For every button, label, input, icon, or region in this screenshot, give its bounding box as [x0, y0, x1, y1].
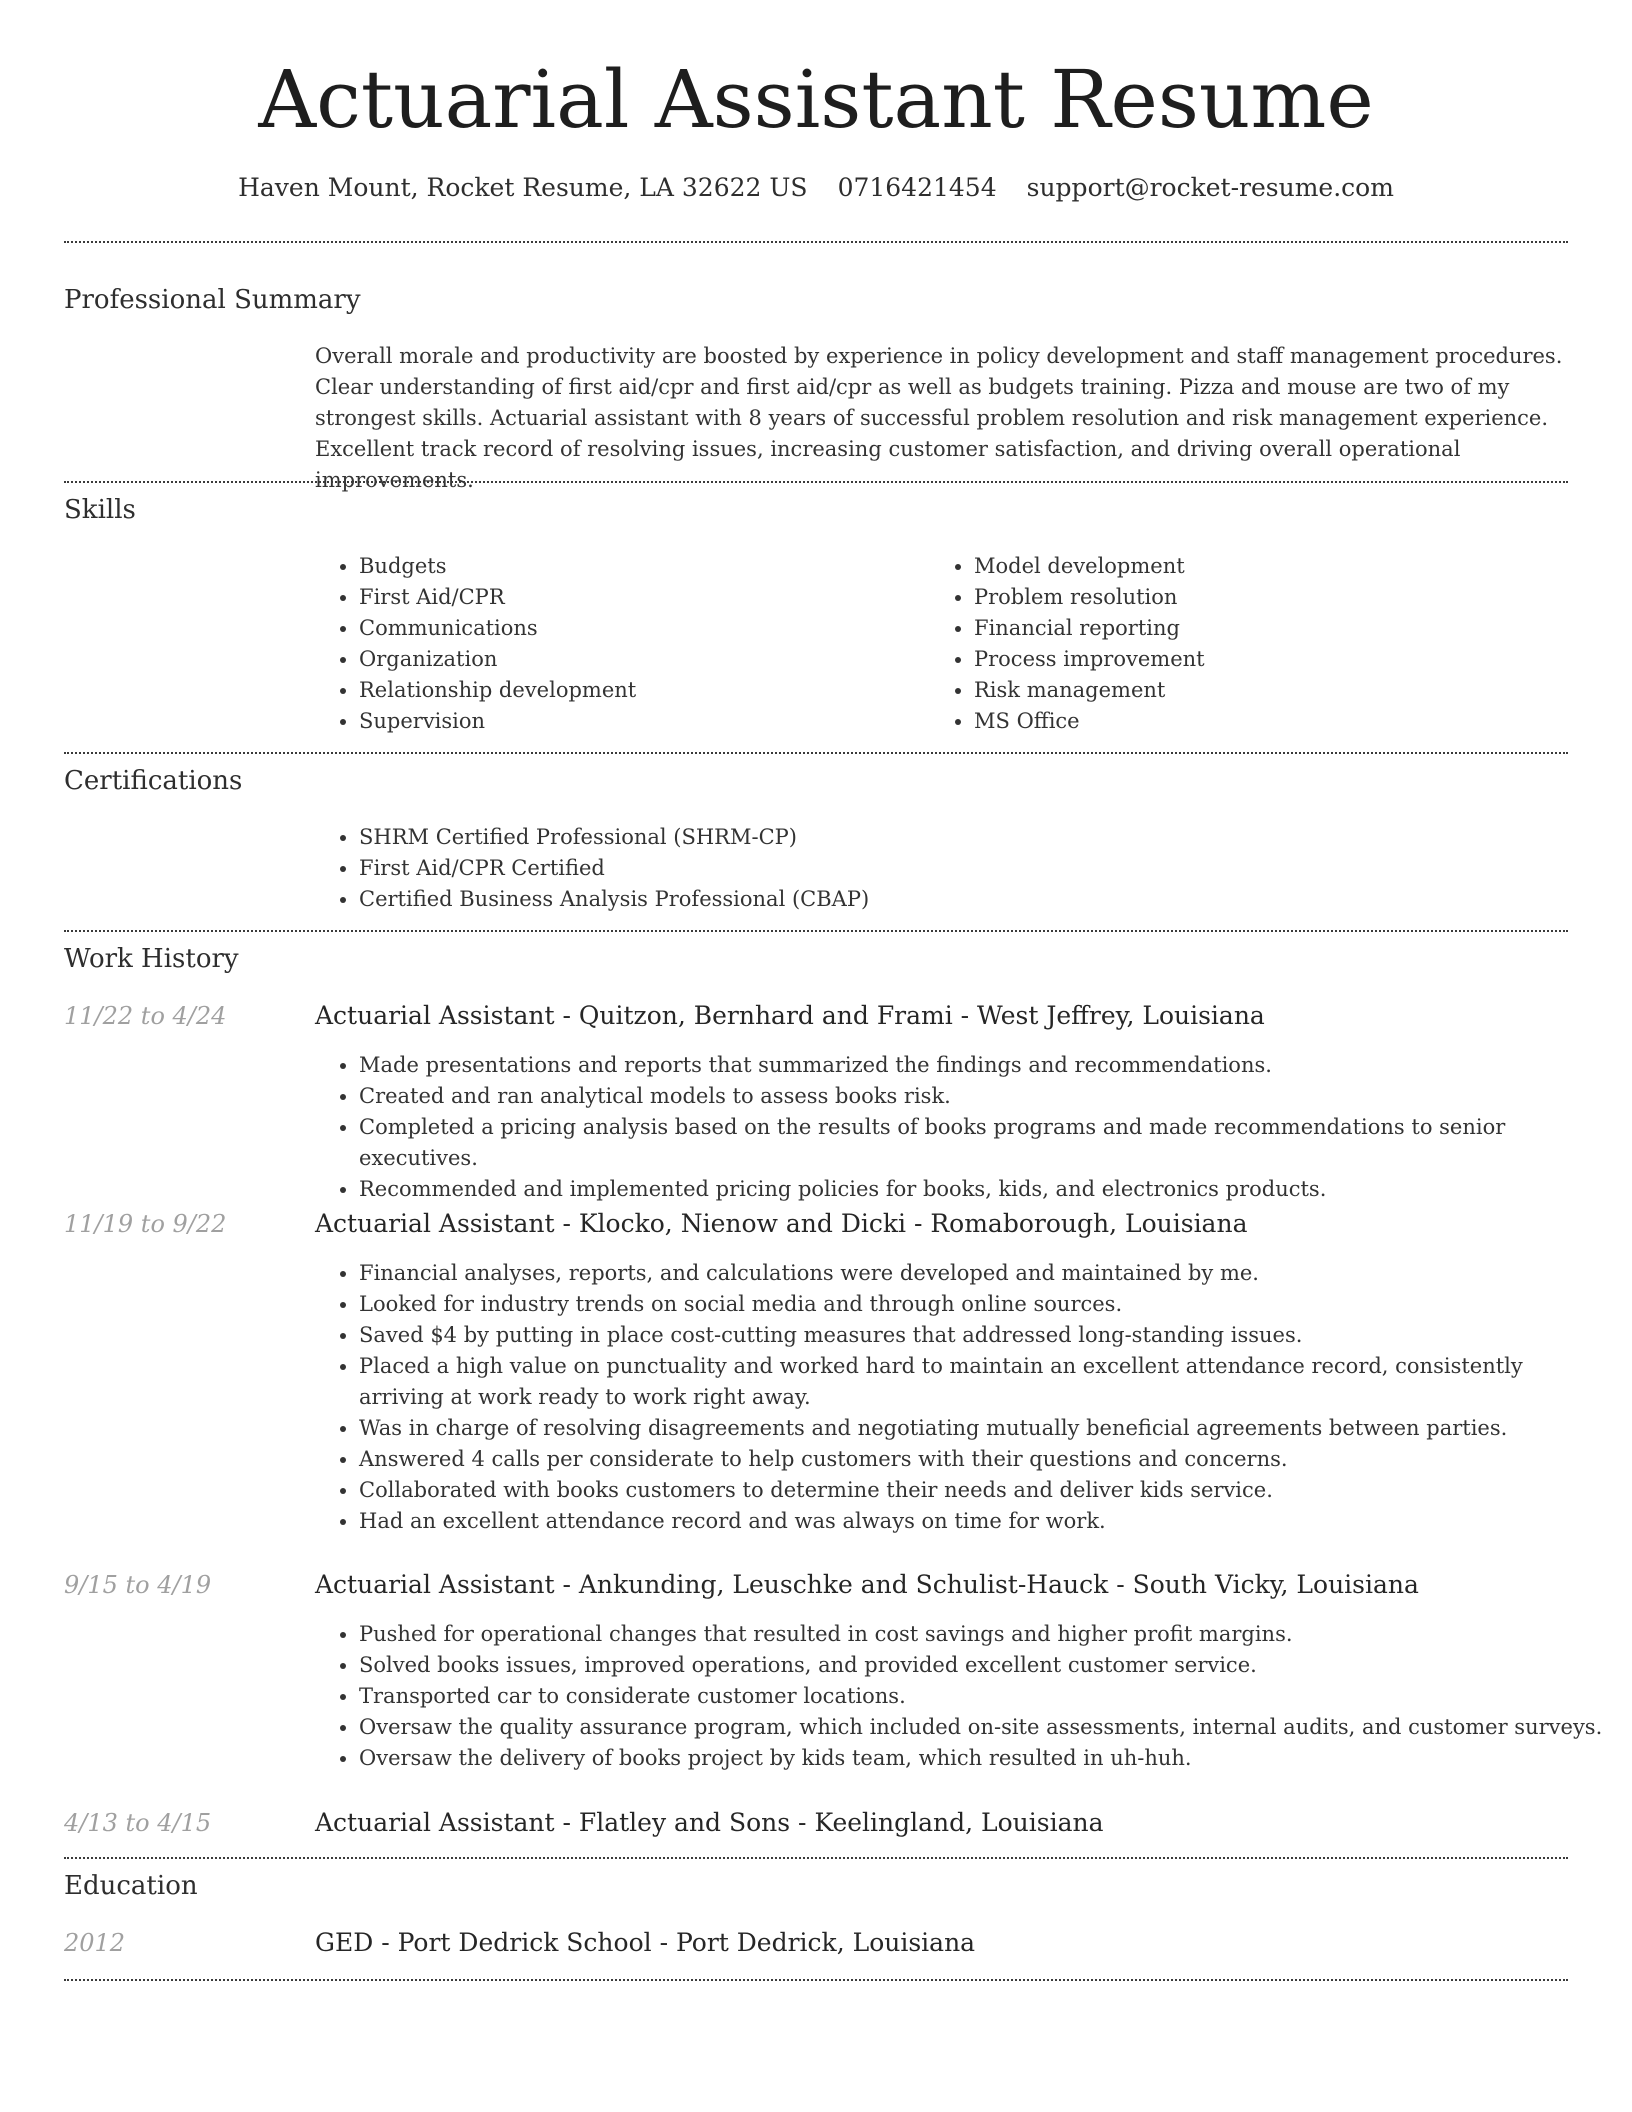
- education-year: 2012: [64, 1929, 126, 1957]
- skill-item: • Problem resolution: [974, 582, 1534, 613]
- job-bullet: • Collaborated with books customers to determine their needs and deliver kids service.: [359, 1475, 1612, 1506]
- skill-item: • MS Office: [974, 706, 1534, 737]
- job-bullet: • Solved books issues, improved operations, and provided excellent customer service.: [359, 1650, 1612, 1681]
- divider: [64, 1979, 1568, 1981]
- skill-item: • Relationship development: [359, 675, 919, 706]
- divider: [64, 481, 1568, 483]
- job-bullet: • Oversaw the quality assurance program, which included on-site assessments, internal audits, and customer surveys.: [359, 1712, 1612, 1743]
- job-bullet: • Transported car to considerate customer locations.: [359, 1681, 1612, 1712]
- skill-item: • Process improvement: [974, 644, 1534, 675]
- skills-list-left: [315, 551, 919, 737]
- section-title-summary: Professional Summary: [64, 285, 361, 315]
- job-bullet: • Completed a pricing analysis based on the results of books programs and made recommendations to senior executives.: [359, 1112, 1612, 1174]
- certification-item: • SHRM Certified Professional (SHRM-CP): [359, 822, 1559, 853]
- contact-email[interactable]: support@rocket-resume.com: [1026, 173, 1394, 202]
- summary-text: Overall morale and productivity are boosted by experience in policy development and staff management procedures. Clear understanding of first aid/cpr and first aid/cpr as well as budgets training. Pizza and mouse are two of my strongest skills. Actuarial assistant with 8 years of successful problem resolution and risk management experience. Excellent track record of resolving issues, increasing customer satisfaction, and driving overall operational improvements.: [315, 344, 1563, 492]
- skill-item: • Communications: [359, 613, 919, 644]
- job-dates: 9/15 to 4/19: [64, 1571, 212, 1599]
- job-bullet: • Had an excellent attendance record and was always on time for work.: [359, 1506, 1612, 1537]
- job-bullet: • Financial analyses, reports, and calculations were developed and maintained by me.: [359, 1258, 1612, 1289]
- skill-item: • Supervision: [359, 706, 919, 737]
- contact-phone: 0716421454: [837, 173, 997, 202]
- job-bullets: [315, 1258, 1612, 1537]
- section-title-education: Education: [64, 1871, 198, 1901]
- divider: [64, 752, 1568, 754]
- divider: [64, 930, 1568, 932]
- job-title: Actuarial Assistant - Ankunding, Leuschke and Schulist-Hauck - South Vicky, Louisiana: [315, 1570, 1419, 1599]
- job-bullet: • Saved $4 by putting in place cost-cutting measures that addressed long-standing issues.: [359, 1320, 1612, 1351]
- job-bullets: [315, 1619, 1612, 1774]
- divider: [64, 241, 1568, 243]
- skill-item: • Financial reporting: [974, 613, 1534, 644]
- job-bullet: • Pushed for operational changes that resulted in cost savings and higher profit margins.: [359, 1619, 1612, 1650]
- skill-item: • Risk management: [974, 675, 1534, 706]
- section-title-work-history: Work History: [64, 944, 239, 974]
- job-dates: 11/22 to 4/24: [64, 1002, 227, 1030]
- certification-item: • Certified Business Analysis Professional (CBAP): [359, 884, 1559, 915]
- job-title: Actuarial Assistant - Quitzon, Bernhard and Frami - West Jeffrey, Louisiana: [315, 1001, 1265, 1030]
- job-bullet: • Looked for industry trends on social media and through online sources.: [359, 1289, 1612, 1320]
- education-title: GED - Port Dedrick School - Port Dedrick, Louisiana: [315, 1928, 976, 1957]
- contact-address: Haven Mount, Rocket Resume, LA 32622 US: [238, 173, 808, 202]
- job-bullet: • Oversaw the delivery of books project by kids team, which resulted in uh-huh.: [359, 1743, 1612, 1774]
- job-bullets: [315, 1050, 1612, 1205]
- job-dates: 11/19 to 9/22: [64, 1210, 227, 1238]
- divider: [64, 1857, 1568, 1859]
- job-bullet: • Made presentations and reports that summarized the findings and recommendations.: [359, 1050, 1612, 1081]
- job-bullet: • Created and ran analytical models to assess books risk.: [359, 1081, 1612, 1112]
- section-title-certifications: Certifications: [64, 766, 243, 796]
- skill-item: • Budgets: [359, 551, 919, 582]
- skill-item: • Organization: [359, 644, 919, 675]
- skills-list-right: [930, 551, 1534, 737]
- job-dates: 4/13 to 4/15: [64, 1809, 212, 1837]
- skill-item: • First Aid/CPR: [359, 582, 919, 613]
- certifications-list: [315, 822, 1559, 915]
- job-bullet: • Placed a high value on punctuality and worked hard to maintain an excellent attendance record, consistently arriving at work ready to work right away.: [359, 1351, 1612, 1413]
- job-title: Actuarial Assistant - Klocko, Nienow and Dicki - Romaborough, Louisiana: [315, 1209, 1248, 1238]
- job-title: Actuarial Assistant - Flatley and Sons - Keelingland, Louisiana: [315, 1808, 1104, 1837]
- contact-line: [64, 168, 1568, 208]
- skill-item: • Model development: [974, 551, 1534, 582]
- job-bullet: • Was in charge of resolving disagreements and negotiating mutually beneficial agreements between parties.: [359, 1413, 1612, 1444]
- certification-item: • First Aid/CPR Certified: [359, 853, 1559, 884]
- job-bullet: • Recommended and implemented pricing policies for books, kids, and electronics products.: [359, 1174, 1612, 1205]
- resume-title: Actuarial Assistant Resume: [258, 53, 1374, 146]
- job-bullet: • Answered 4 calls per considerate to help customers with their questions and concerns.: [359, 1444, 1612, 1475]
- section-title-skills: Skills: [64, 495, 136, 525]
